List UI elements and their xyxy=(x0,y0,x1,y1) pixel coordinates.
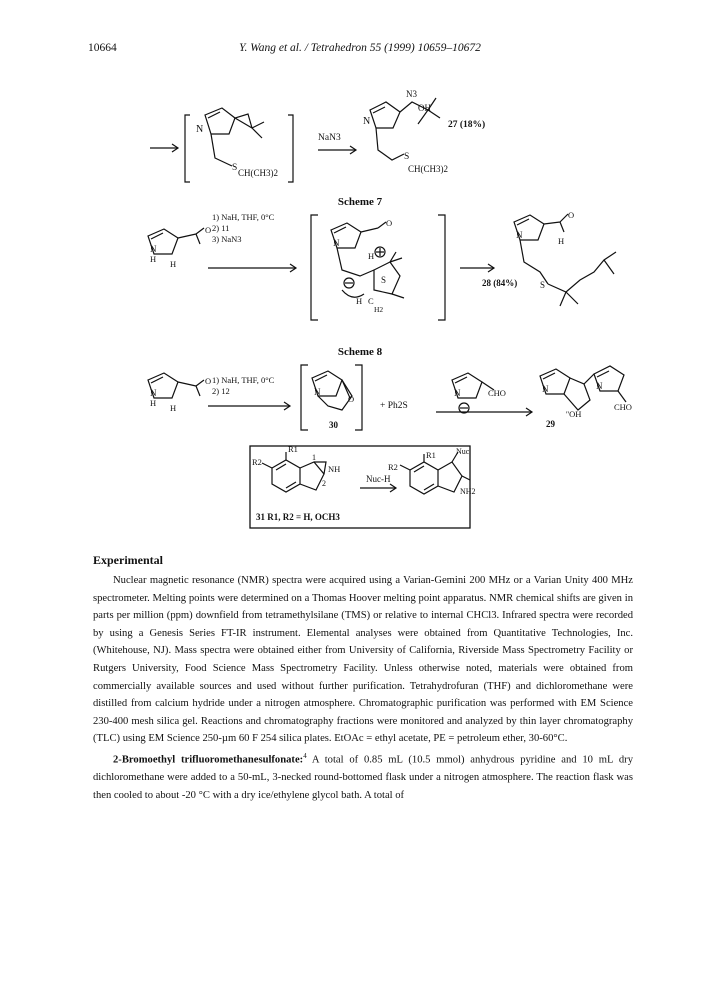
scheme9-cond1: 1) NaH, THF, 0°C xyxy=(212,375,275,385)
svg-text:N: N xyxy=(363,116,371,127)
svg-text:H: H xyxy=(170,403,177,413)
svg-text:O: O xyxy=(348,394,355,404)
scheme8-cond3: 3) NaN3 xyxy=(212,234,242,244)
r2-label: R2 xyxy=(252,457,262,467)
compound-31-caption: 31 R1, R2 = H, OCH3 xyxy=(256,512,340,522)
svg-text:N: N xyxy=(150,388,157,398)
running-title: Y. Wang et al. / Tetrahedron 55 (1999) 10659–10672 xyxy=(239,42,481,54)
pyrrole-ring xyxy=(205,108,235,134)
scheme-7-caption: Scheme 7 xyxy=(337,196,383,208)
scheme-8-caption: Scheme 8 xyxy=(337,346,383,358)
experimental-heading: Experimental xyxy=(93,553,163,567)
nh2-label: NH2 xyxy=(460,487,476,496)
pos-1-label: 1 xyxy=(312,453,316,462)
svg-text:O: O xyxy=(205,225,212,235)
right-bracket-9 xyxy=(355,365,362,430)
reference-mark: 4 xyxy=(303,751,307,760)
svg-text:H: H xyxy=(368,251,375,261)
scheme9-cond2: 2) 12 xyxy=(212,386,230,396)
isopropyl-label-7b: CH(CH3)2 xyxy=(408,164,448,174)
r1-label: R1 xyxy=(288,444,298,454)
oh-label-29: ''OH xyxy=(566,409,582,419)
r2-label-product: R2 xyxy=(388,462,398,472)
compound-28-label: 28 (84%) xyxy=(482,278,518,288)
experimental-paragraph-2 xyxy=(93,748,633,804)
svg-text:H: H xyxy=(558,236,565,246)
indane-benzene xyxy=(272,460,300,492)
compound-30-label: 30 xyxy=(329,420,338,430)
right-bracket xyxy=(288,115,293,182)
svg-text:S: S xyxy=(404,152,410,162)
svg-text:S: S xyxy=(540,280,546,290)
azide-label: N3 xyxy=(406,89,417,99)
pos-2-label: 2 xyxy=(322,479,326,488)
cho-label-29: CHO xyxy=(614,402,632,412)
cho-label: CHO xyxy=(488,388,506,398)
svg-text:N: N xyxy=(596,381,603,391)
svg-text:O: O xyxy=(386,218,393,228)
s-label: S xyxy=(232,163,238,173)
scheme7-reagent: NaN3 xyxy=(318,133,341,143)
svg-text:H: H xyxy=(170,259,177,269)
r1-label-product: R1 xyxy=(426,450,436,460)
svg-text:H: H xyxy=(150,398,157,408)
procedure-title: 2-Bromoethyl trifluoromethanesulfonate: xyxy=(113,754,304,766)
left-bracket xyxy=(185,115,190,182)
svg-text:C: C xyxy=(368,296,374,306)
aziridine-scheme xyxy=(262,452,470,494)
pyrrole-ring-product xyxy=(370,102,400,128)
oh-label-7: OH xyxy=(418,103,431,113)
svg-text:N: N xyxy=(542,384,549,394)
compound-27-label: 27 (18%) xyxy=(448,120,486,130)
right-bracket-8 xyxy=(438,215,445,320)
svg-text:H: H xyxy=(356,296,363,306)
scheme8-cond1: 1) NaH, THF, 0°C xyxy=(212,212,275,222)
indane-benzene-product xyxy=(410,462,438,494)
compound-29-label: 29 xyxy=(546,419,555,429)
nuc-label: Nuc xyxy=(456,447,470,456)
plus-reagent: + Ph2S xyxy=(380,401,408,411)
isopropyl-label-7a: CH(CH3)2 xyxy=(238,168,278,178)
procedure-text: A total of 0.85 mL (10.5 mmol) anhydrous pyridine and 10 mL dry dichloromethane were added to a 50-mL, 3-necked round-bottomed flask under a nitrogen atmosphere. The reaction flask was then cooled to about -20 °C with a dry ice/ethylene glycol bath. A total of xyxy=(93,754,633,801)
svg-text:N: N xyxy=(314,387,321,397)
epoxide-ring xyxy=(235,114,252,128)
svg-text:N: N xyxy=(516,230,523,240)
experimental-body xyxy=(93,572,633,804)
svg-text:N: N xyxy=(454,388,461,398)
left-bracket-9 xyxy=(301,365,308,430)
page-number: 10664 xyxy=(88,42,117,54)
nh-label: NH xyxy=(328,464,341,474)
svg-text:N: N xyxy=(150,244,157,254)
svg-text:H: H xyxy=(150,254,157,264)
scheme8-cond2: 2) 11 xyxy=(212,223,230,233)
scheme-7 xyxy=(150,98,440,182)
svg-text:N: N xyxy=(196,124,204,135)
left-bracket-8 xyxy=(311,215,318,320)
thiolane-ring xyxy=(374,262,400,294)
svg-text:H2: H2 xyxy=(374,305,384,314)
svg-text:O: O xyxy=(205,376,212,386)
svg-text:S: S xyxy=(381,275,387,285)
svg-text:N: N xyxy=(333,238,340,248)
experimental-paragraph-1: Nuclear magnetic resonance (NMR) spectra were acquired using a Varian-Gemini 200 MHz or a Varian Unity 400 MHz spectrometer. Melting points were determined on a Thomas Hoover melting point apparatus. NMR chemical shifts are given in parts per million (ppm) downfield from tetramethylsilane (TMS) or relative to internal CHCl3. Infrared spectra were recorded by using a Genesis Series FT-IR instrument. Elemental analyses were obtained from Quantitative Technologies, Inc. (Whitehouse, NJ). Mass spectra were obtained either from University of California, Riverside Mass Spectrometry Facility or Rutgers University, Food Science Mass Spectrometry Facility. Unless otherwise noted, materials were obtained from commercially available sources and used without further purification. Tetrahydrofuran (THF) and dichloromethane were distilled from calcium hydride under a nitrogen atmosphere. Chromatographic purification was performed with EM Science 230-400 mesh silica gel. Reactions and chromatography fractions were monitored and analyzed by thin layer chromatography (TLC) using EM Science 250-µm 60 F 254 silica plates. EtOAc = ethyl acetate, PE = petroleum ether, 30-60°C. xyxy=(93,575,633,745)
box-reagent: Nuc-H xyxy=(366,474,391,484)
svg-text:O: O xyxy=(568,210,575,220)
